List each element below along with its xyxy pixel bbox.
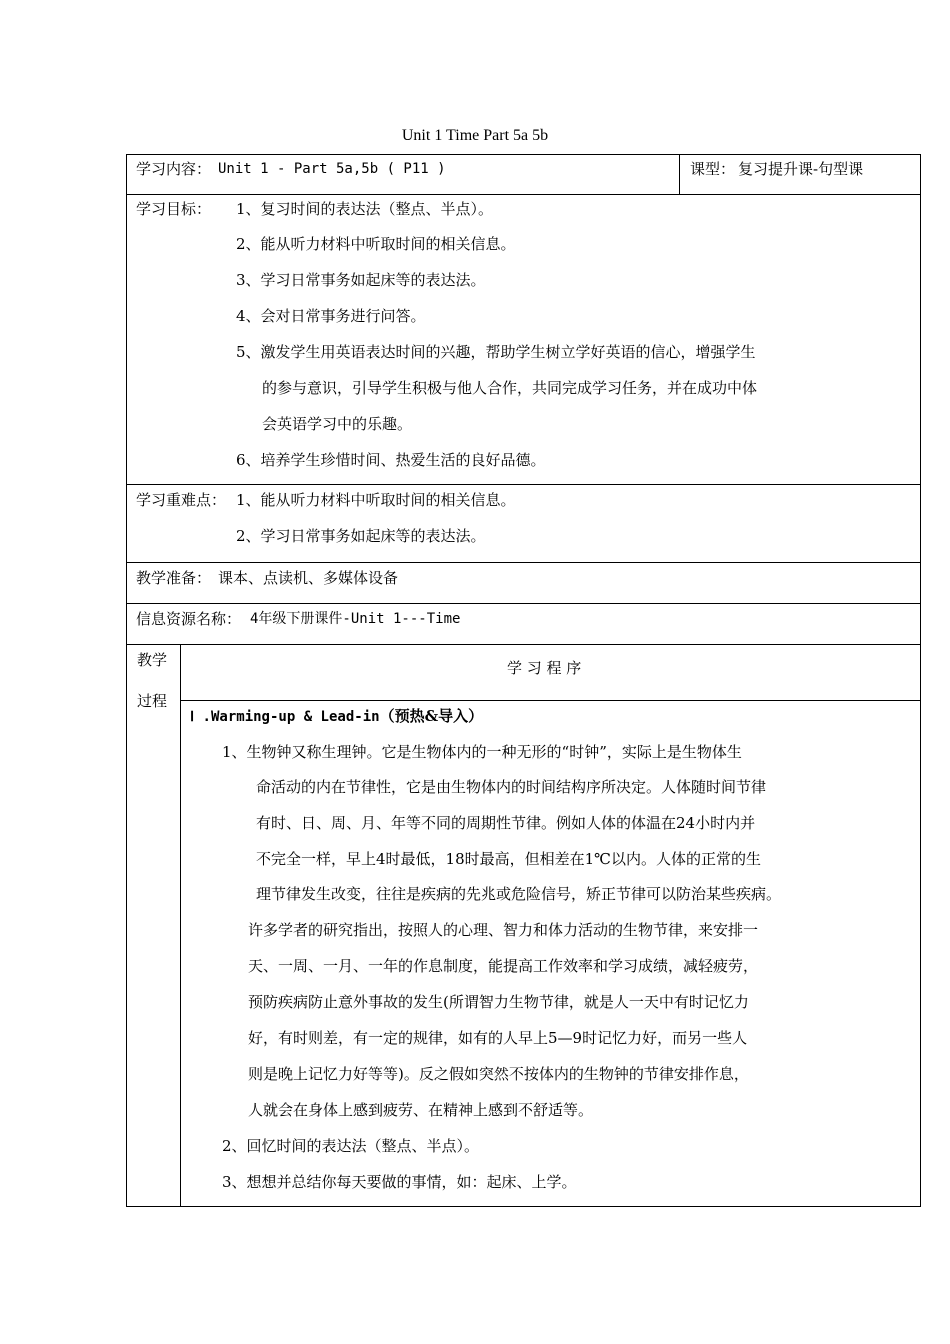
goal-item: 5、激发学生用英语表达时间的兴趣，帮助学生树立学好英语的信心，增强学生 xyxy=(236,343,756,361)
type-value: 复习提升课-句型课 xyxy=(738,160,864,178)
goals-label: 学习目标： xyxy=(136,200,212,218)
goal-item: 会英语学习中的乐趣。 xyxy=(262,415,413,433)
process-line: 则是晚上记忆力好等等)。反之假如突然不按体内的生物钟的节律安排作息， xyxy=(248,1065,749,1083)
goal-item: 3、学习日常事务如起床等的表达法。 xyxy=(236,271,486,289)
section-title-prefix: Ⅰ .Warming-up & Lead-in xyxy=(190,709,380,725)
process-line: 预防疾病防止意外事故的发生(所谓智力生物节律，就是人一天中有时记忆力 xyxy=(248,993,749,1011)
column-divider xyxy=(180,644,181,1207)
goal-item: 的参与意识，引导学生积极与他人合作，共同完成学习任务，并在成功中体 xyxy=(262,379,758,397)
process-line: 2、回忆时间的表达法（整点、半点）。 xyxy=(222,1137,480,1155)
content-label: 学习内容： xyxy=(136,160,212,178)
section-title-suffix: （预热&导入） xyxy=(379,707,484,725)
page-title: Unit 1 Time Part 5a 5b xyxy=(401,127,549,144)
process-line: 许多学者的研究指出，按照人的心理、智力和体力活动的生物节律，来安排一 xyxy=(248,921,759,939)
process-line: 3、想想并总结你每天要做的事情，如：起床、上学。 xyxy=(222,1173,577,1191)
process-line: 理节律发生改变，往往是疾病的先兆或危险信号，矫正节律可以防治某些疾病。 xyxy=(256,885,782,903)
key-points-label: 学习重难点： xyxy=(136,491,227,509)
process-line: 命活动的内在节律性，它是由生物体内的时间结构序所决定。人体随时间节律 xyxy=(256,778,767,796)
row-divider xyxy=(126,644,921,645)
resource-value: 4年级下册课件-Unit 1---Time xyxy=(250,611,461,627)
preparation-value: 课本、点读机、多媒体设备 xyxy=(218,569,399,587)
process-line: 1、生物钟又称生理钟。它是生物体内的一种无形的“时钟”，实际上是生物体生 xyxy=(222,743,742,761)
process-line: 不完全一样，早上4时最低，18时最高，但相差在1℃以内。人体的正常的生 xyxy=(256,850,761,868)
process-line: 天、一周、一月、一年的作息制度，能提高工作效率和学习成绩，减轻疲劳， xyxy=(248,957,759,975)
preparation-label: 教学准备： xyxy=(136,569,212,587)
goal-item: 6、培养学生珍惜时间、热爱生活的良好品德。 xyxy=(236,451,546,469)
row-divider xyxy=(126,562,921,563)
row-divider xyxy=(126,194,921,195)
process-side-label: 教学 xyxy=(137,651,168,669)
resource-label: 信息资源名称： xyxy=(136,610,242,628)
row-divider xyxy=(126,603,921,604)
goal-item: 2、能从听力材料中听取时间的相关信息。 xyxy=(236,235,516,253)
key-point-item: 1、能从听力材料中听取时间的相关信息。 xyxy=(236,491,516,509)
process-side-label: 过程 xyxy=(137,692,168,710)
column-divider xyxy=(679,154,680,195)
process-line: 好，有时则差，有一定的规律，如有的人早上5—9时记忆力好，而另一些人 xyxy=(248,1029,748,1047)
goal-item: 4、会对日常事务进行问答。 xyxy=(236,307,426,325)
process-header: 学 习 程 序 xyxy=(507,659,582,677)
process-line: 人就会在身体上感到疲劳、在精神上感到不舒适等。 xyxy=(248,1101,594,1119)
type-label: 课型： xyxy=(690,160,736,178)
process-line: 有时、日、周、月、年等不同的周期性节律。例如人体的体温在24小时内并 xyxy=(256,814,756,832)
row-divider xyxy=(126,484,921,485)
goal-item: 1、复习时间的表达法（整点、半点）。 xyxy=(236,200,494,218)
key-point-item: 2、学习日常事务如起床等的表达法。 xyxy=(236,527,486,545)
row-divider xyxy=(180,700,921,701)
content-value: Unit 1 - Part 5a,5b ( P11 ) xyxy=(218,161,446,177)
section-title xyxy=(190,706,483,727)
